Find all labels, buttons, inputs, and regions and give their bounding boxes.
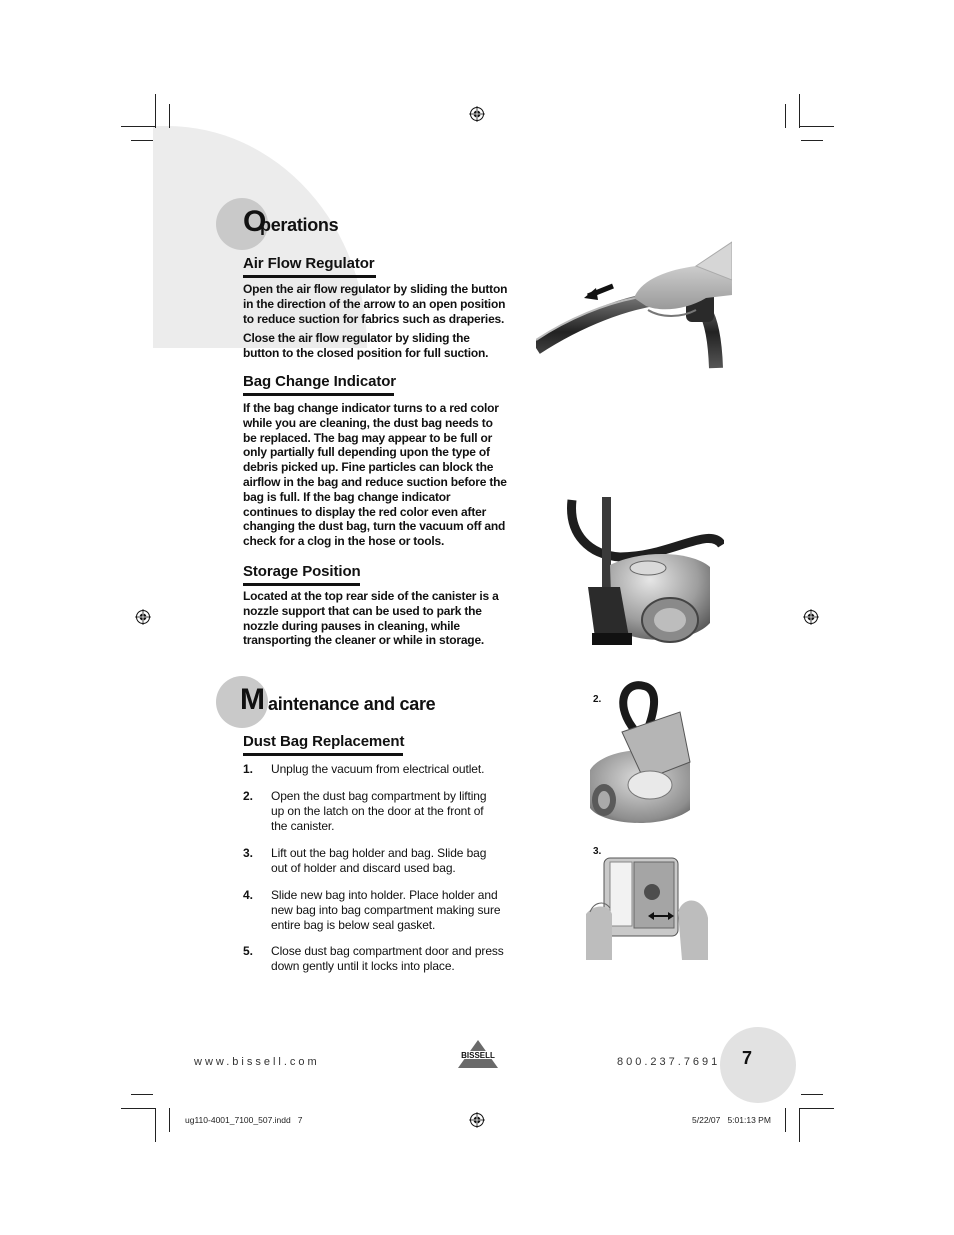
operations-heading [216, 198, 339, 250]
step-number: 1. [243, 762, 253, 776]
crop-mark [131, 140, 153, 141]
step-number: 5. [243, 944, 253, 958]
crop-mark [785, 1108, 786, 1132]
heading-initial: M [240, 683, 265, 716]
canister-storage-photo [560, 495, 724, 655]
slug-filename: ug110-4001_7100_507.indd 7 [185, 1115, 303, 1125]
step-1 [243, 762, 513, 777]
crop-mark [800, 1108, 834, 1109]
page-number-circle [720, 1027, 796, 1103]
heading-text: perations [260, 215, 339, 235]
figure-3-label: 3. [593, 846, 602, 857]
step-4 [243, 888, 513, 932]
dust-bag-title: Dust Bag Replacement [243, 733, 403, 756]
step-text: Unplug the vacuum from electrical outlet. [271, 762, 485, 776]
crop-mark [131, 1094, 153, 1095]
slug-date: 5/22/07 5:01:13 PM [692, 1115, 771, 1125]
bag-change-para: If the bag change indicator turns to a red color while you are cleaning, the dust bag needs to be replaced. The bag may appear to be full or only partially full depending upon the type of debris picked up. Fine particles can block the airflow in the bag and reduce suction before the bag is full. If the bag change indicator continues to display the red color even after changing the dust bag, turn the vacuum off and check for a clog in the hose or tools. [243, 401, 507, 549]
heading-text: aintenance and care [268, 694, 436, 714]
step-5 [243, 944, 513, 974]
registration-mark-icon [469, 106, 485, 122]
step-number: 3. [243, 846, 253, 860]
step-3 [243, 846, 513, 876]
figure-2-label: 2. [593, 694, 602, 705]
bag-holder-photo [586, 852, 708, 960]
step-number: 2. [243, 789, 253, 803]
step-text: Close dust bag compartment door and press down gently until it locks into place. [271, 944, 504, 973]
maintenance-heading [216, 676, 436, 728]
crop-mark [800, 126, 834, 127]
crop-mark [801, 140, 823, 141]
storage-title: Storage Position [243, 563, 360, 586]
air-flow-para-2: Close the air flow regulator by sliding the button to the closed position for full suction. [243, 331, 489, 360]
step-number: 4. [243, 888, 253, 902]
open-compartment-photo [582, 680, 696, 830]
heading-initial: O [243, 205, 267, 238]
crop-mark [801, 1094, 823, 1095]
registration-mark-icon [469, 1112, 485, 1128]
crop-mark [155, 1108, 156, 1142]
footer-website: www.bissell.com [194, 1056, 320, 1068]
air-flow-para-1: Open the air flow regulator by sliding the button in the direction of the arrow to an open position to reduce suction for fabrics such as draperies. [243, 282, 508, 326]
bissell-logo [458, 1040, 498, 1070]
hand-on-hose-photo [536, 240, 732, 370]
step-text: Open the dust bag compartment by lifting up on the latch on the door at the front of the canister. [271, 789, 487, 833]
crop-mark [785, 104, 786, 128]
air-flow-title: Air Flow Regulator [243, 255, 376, 278]
page-number: 7 [742, 1048, 753, 1068]
crop-mark [121, 126, 155, 127]
crop-mark [121, 1108, 155, 1109]
storage-para: Located at the top rear side of the canister is a nozzle support that can be used to park the nozzle during pauses in cleaning, while transporting the cleaner or while in storage. [243, 589, 499, 648]
registration-mark-icon [803, 609, 819, 625]
step-2 [243, 789, 513, 833]
crop-mark [799, 1108, 800, 1142]
crop-mark [799, 94, 800, 128]
footer-phone: 800.237.7691 [617, 1056, 721, 1068]
bissell-logo-text: BISSELL [461, 1051, 495, 1060]
bag-change-title: Bag Change Indicator [243, 373, 394, 396]
crop-mark [169, 104, 170, 128]
step-text: Lift out the bag holder and bag. Slide bag out of holder and discard used bag. [271, 846, 487, 875]
registration-mark-icon [135, 609, 151, 625]
crop-mark [155, 94, 156, 128]
crop-mark [169, 1108, 170, 1132]
step-text: Slide new bag into holder. Place holder and new bag into bag compartment making sure entire bag is below seal gasket. [271, 888, 501, 932]
